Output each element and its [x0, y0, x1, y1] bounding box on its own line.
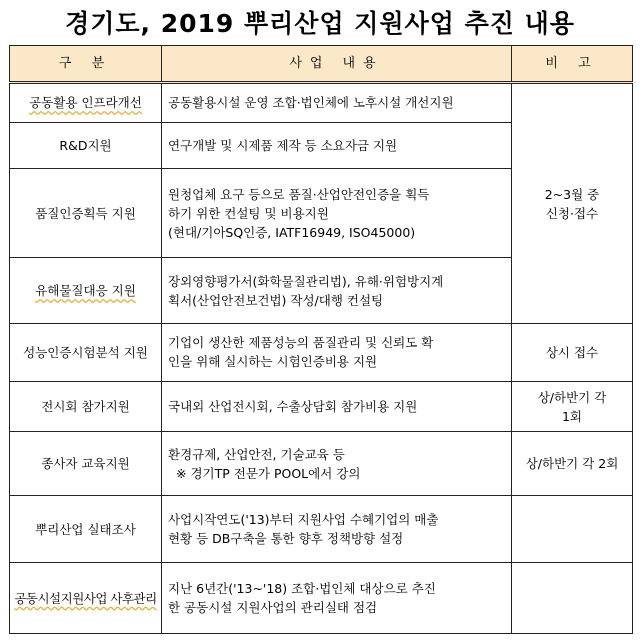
- note-cell-empty: [512, 563, 633, 634]
- note-cell-empty: [512, 496, 633, 563]
- row-content: 연구개발 및 시제품 제작 등 소요자금 지원: [162, 122, 512, 169]
- support-program-table: [9, 45, 633, 634]
- row-content: 원청업체 요구 등으로 품질·산업안전인증을 획득 하기 위한 컨설팅 및 비용지원 (현대/기아SQ인증, IATF16949, ISO45000): [162, 169, 512, 258]
- note-cell-semiannual-once: 상/하반기 각 1회: [512, 381, 633, 432]
- table-header-row: [10, 46, 633, 83]
- row-category: 전시회 참가지원: [10, 381, 162, 432]
- table-row: [10, 381, 633, 432]
- table-row: [10, 496, 633, 563]
- header-note: 비 고: [512, 46, 633, 83]
- row-content: 사업시작연도('13)부터 지원사업 수혜기업의 매출 현황 등 DB구축을 통한 향후 정책방향 설정: [162, 496, 512, 563]
- table-row: [10, 83, 633, 123]
- note-cell-application-period: 2~3월 중 신청·접수: [512, 83, 633, 324]
- row-category: R&D지원: [10, 122, 162, 169]
- row-category: 성능인증시험분석 지원: [10, 324, 162, 382]
- table-row: [10, 432, 633, 496]
- row-category: 공동시설지원사업 사후관리: [10, 563, 162, 634]
- table-row: [10, 324, 633, 382]
- header-category: 구 분: [10, 46, 162, 83]
- row-category: 유해물질대응 지원: [10, 258, 162, 324]
- row-content: 장외영향평가서(화학물질관리법), 유해·위험방지계 획서(산업안전보건법) 작성/대행 컨설팅: [162, 258, 512, 324]
- row-content: 지난 6년간('13~'18) 조합·법인체 대상으로 추진 한 공동시설 지원사업의 관리실태 점검: [162, 563, 512, 634]
- row-category: 종사자 교육지원: [10, 432, 162, 496]
- row-category: 품질인증획득 지원: [10, 169, 162, 258]
- row-category: 공동활용 인프라개선: [10, 83, 162, 123]
- row-content: 공동활용시설 운영 조합·법인체에 노후시설 개선지원: [162, 83, 512, 123]
- note-cell-always-open: 상시 접수: [512, 324, 633, 382]
- page-title: 경기도, 2019 뿌리산업 지원사업 추진 내용: [65, 9, 575, 38]
- row-content: 환경규제, 산업안전, 기술교육 등 ※ 경기TP 전문가 POOL에서 강의: [162, 432, 512, 496]
- row-content: 국내외 산업전시회, 수출상담회 참가비용 지원: [162, 381, 512, 432]
- row-category: 뿌리산업 실태조사: [10, 496, 162, 563]
- row-content: 기업이 생산한 제품성능의 품질관리 및 신뢰도 확 인을 위해 실시하는 시험인증비용 지원: [162, 324, 512, 382]
- table-row: [10, 563, 633, 634]
- header-content: 사업 내용: [162, 46, 512, 83]
- note-cell-semiannual-twice: 상/하반기 각 2회: [512, 432, 633, 496]
